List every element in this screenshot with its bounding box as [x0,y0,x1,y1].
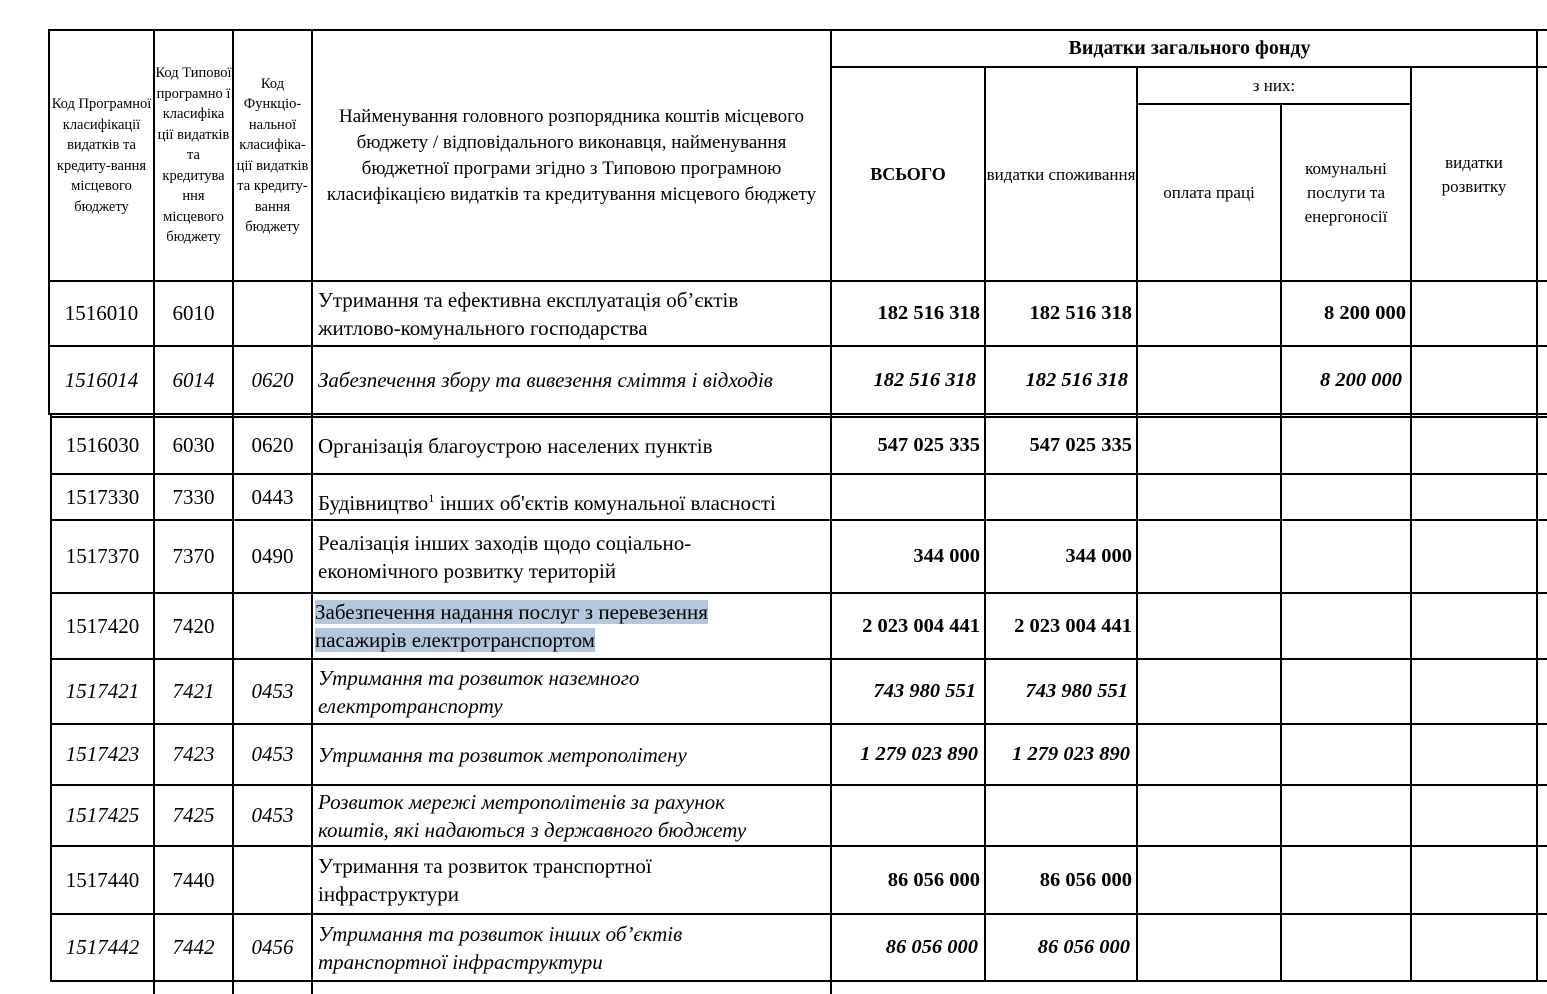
row-name: Утримання та розвиток інших об’єктів транспортної інфраструктури [318,921,683,974]
row-code: 1517420 [65,613,140,638]
row-function-code: 0443 [251,484,294,509]
row-name: Утримання та розвиток метрополітену [318,742,687,767]
row-total: 2 023 004 441 [862,614,980,637]
row-typical-code: 6030 [172,433,215,457]
grid-line [48,345,1547,347]
row-code: 1517440 [65,867,140,892]
grid-line [830,29,832,994]
grid-line [50,519,1547,521]
row-function-code: 0453 [251,679,294,703]
header-development: видатки розвитку [1441,152,1507,196]
row-function-code: 0620 [251,367,294,392]
row-function-code: 0456 [251,935,294,959]
header-salary: оплата праці [1163,183,1255,202]
grid-line [1536,29,1538,982]
grid-line [48,280,1547,282]
row-consumption: 344 000 [1065,545,1132,567]
row-code: 1517442 [65,935,140,959]
row-typical-code: 7442 [172,935,215,959]
row-name: Будівництво$^1$ інших об'єктів комунальної власності [318,490,776,515]
grid-line [50,592,1547,594]
row-typical-code: 7423 [172,742,215,766]
row-code: 1517370 [65,544,140,568]
row-typical-code: 7420 [172,613,215,638]
row-consumption: 2 023 004 441 [1014,614,1132,637]
row-code: 1517423 [65,742,140,766]
row-function-code: 0490 [251,544,294,568]
grid-line [50,473,1547,475]
row-total: 547 025 335 [877,434,980,456]
grid-line [232,29,234,994]
row-name: Реалізація інших заходів щодо соціально-економічного розвитку територій [318,530,692,583]
row-typical-code: 7440 [172,867,215,892]
row-name: Забезпечення збору та вивезення сміття і відходів [318,368,773,392]
row-utilities: 8 200 000 [1320,368,1402,391]
row-name-selected[interactable]: Забезпечення надання послуг з перевезення пасажирів електротранспортом [315,600,708,652]
header-of-which: з них: [1252,76,1296,95]
row-typical-code: 7330 [172,484,215,509]
header-function-code: Код Функціо-нальної класифіка-ції видатків та кредиту-вання бюджету [236,75,309,235]
grid-line [50,913,1547,915]
grid-line [1136,103,1412,105]
grid-line [50,416,1547,418]
header-utilities: комунальні послуги та енергоносії [1304,159,1388,226]
row-code: 1517330 [65,484,140,509]
header-consumption: видатки споживання [986,164,1136,184]
grid-line [50,980,1547,982]
row-code: 1516030 [65,433,140,457]
row-code: 1516014 [64,367,139,392]
grid-line [48,29,50,414]
row-total: 1 279 023 890 [860,743,978,765]
row-name: Утримання та ефективна експлуатація об’єктів житлово-комунального господарства [318,287,739,340]
header-typical-code: Код Типової програмно ї класифіка ції видатків та кредитува ння місцевого бюджету [155,65,232,246]
row-typical-code: 7421 [172,679,215,703]
grid-line [1280,103,1282,982]
row-typical-code: 7370 [172,544,215,568]
row-function-code [234,594,311,658]
row-total: 743 980 551 [873,680,976,702]
row-name: Організація благоустрою населених пунктів [318,433,713,458]
header-program-name: Найменування головного розпорядника коштів місцевого бюджету / відповідального виконавця, найменування бюджетної програми згідно з Типовою програмною класифікацією видатків та кредитування місцевого бюджету [326,105,817,205]
row-function-code [234,282,311,345]
row-name: Утримання та розвиток наземного електротранспорту [318,665,640,718]
row-total: 182 516 318 [877,302,980,324]
row-code: 1516010 [64,301,139,325]
grid-line [50,414,52,982]
row-consumption: 86 056 000 [1039,868,1132,891]
grid-line [50,784,1547,786]
grid-line [48,413,1547,415]
grid-line [48,29,1547,31]
grid-line [50,845,1547,847]
row-function-code [234,847,311,913]
row-total: 86 056 000 [887,868,980,891]
row-typical-code: 6014 [172,367,215,392]
row-typical-code: 6010 [172,301,215,325]
grid-line [50,658,1547,660]
row-consumption: 743 980 551 [1025,680,1128,702]
row-name: Розвиток мережі метрополітенів за рахунок коштів, які надаються з державного бюджету [318,789,747,842]
row-total: 86 056 000 [885,936,978,958]
row-consumption: 182 516 318 [1025,368,1128,391]
row-consumption: 86 056 000 [1037,936,1130,958]
grid-line [50,723,1547,725]
header-total: ВСЬОГО [870,164,946,184]
row-name: Утримання та розвиток транспортної інфраструктури [318,854,652,906]
row-code: 1517425 [65,803,140,827]
row-function-code: 0620 [251,433,294,457]
grid-line [153,29,155,994]
row-code: 1517421 [65,679,140,703]
row-total: 344 000 [913,545,980,567]
row-consumption: 182 516 318 [1029,302,1132,324]
row-typical-code: 7425 [172,803,215,827]
grid-line [830,66,1547,68]
header-program-code: Код Програмної класифікації видатків та кредиту-вання місцевого бюджету [51,96,152,215]
grid-line [311,29,313,994]
row-function-code: 0453 [251,803,294,827]
row-consumption: 547 025 335 [1029,434,1132,456]
row-consumption: 1 279 023 890 [1012,743,1130,765]
header-general-fund: Видатки загального фонду [1068,37,1311,59]
row-utilities: 8 200 000 [1324,302,1406,324]
row-total: 182 516 318 [873,368,976,391]
row-function-code: 0453 [251,742,294,766]
